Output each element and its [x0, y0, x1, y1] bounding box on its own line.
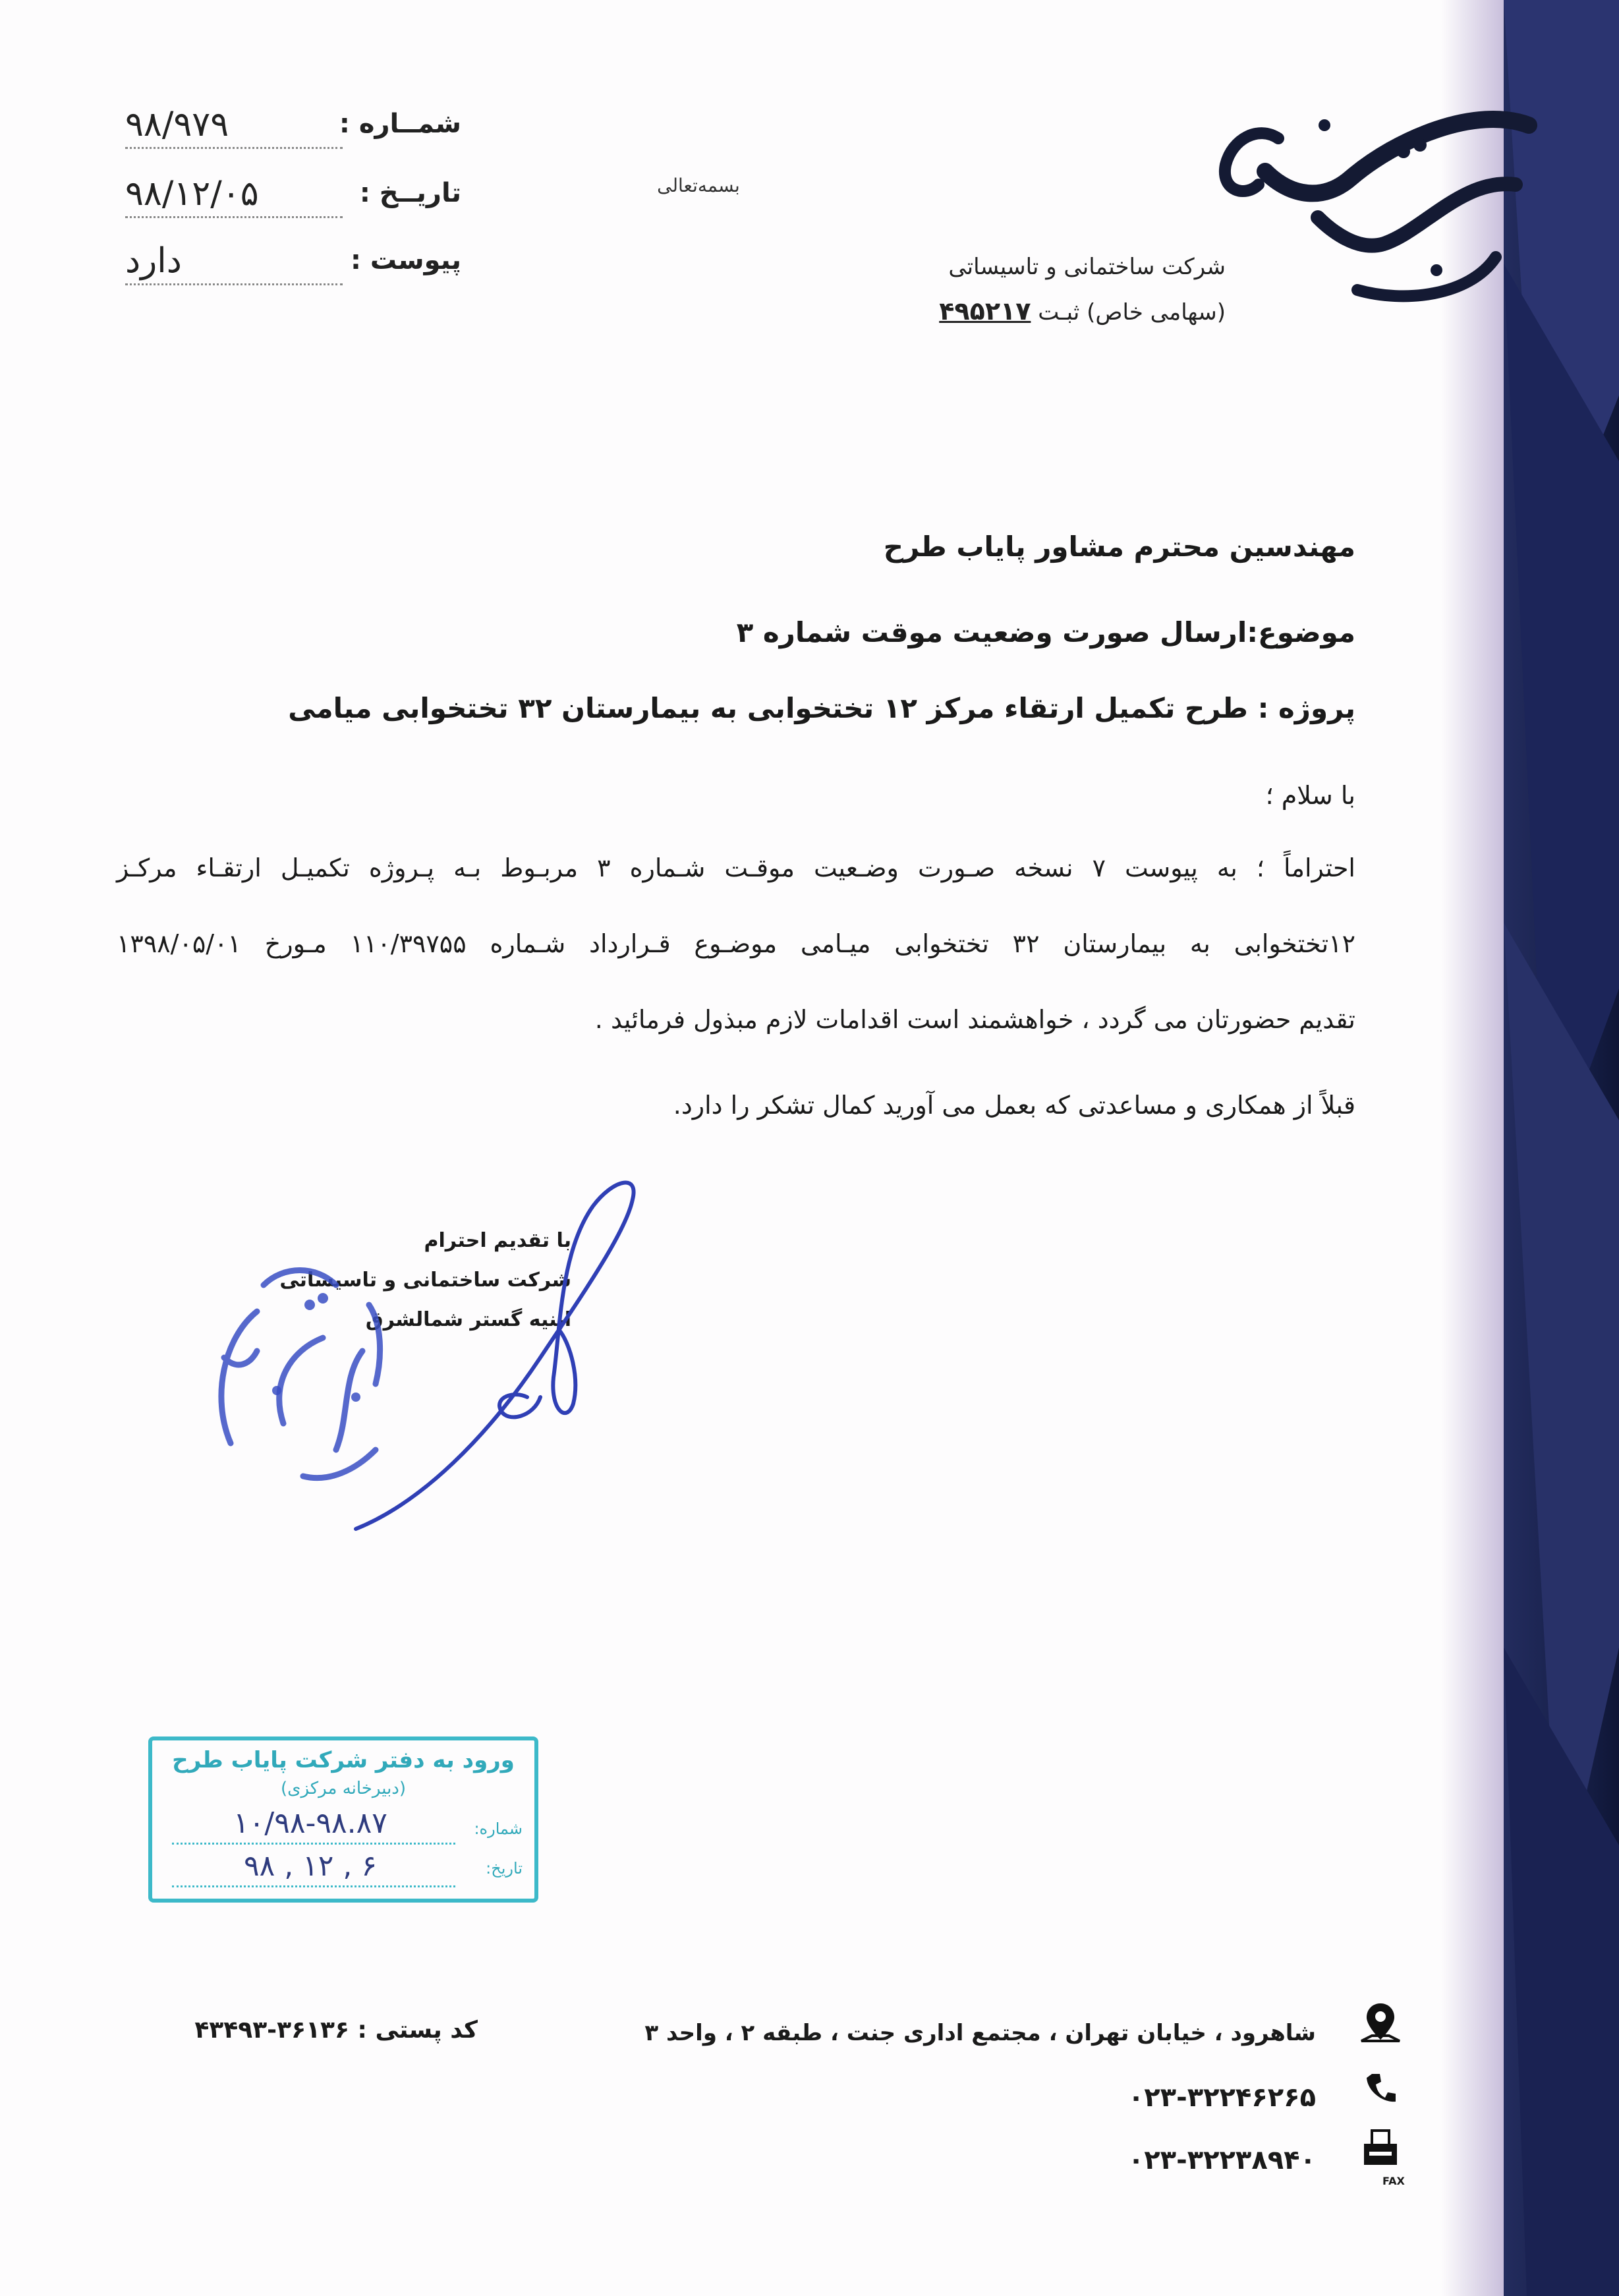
fax-icon-label: FAX — [1382, 2175, 1405, 2187]
date-label: تاریــخ : — [359, 178, 461, 208]
fax-icon — [1357, 2125, 1404, 2171]
bismillah: بسمه‌تعالی — [657, 175, 740, 196]
thanks-line: قبلاً از همکاری و مساعدتی که بعمل می آورید کمال تشکر را دارد. — [673, 1091, 1355, 1120]
recipient: مهندسین محترم مشاور پایاب طرح — [883, 531, 1355, 563]
stamp-date-line — [172, 1885, 455, 1887]
project-line: پروژه : طرح تکمیل ارتقاء مرکز ۱۲ تختخوابی به بیمارستان ۳۲ تختخوابی میامی — [288, 692, 1355, 724]
stamp-title: ورود به دفتر شرکت پایاب طرح — [172, 1747, 515, 1773]
company-name: شرکت ساختمانی و تاسیساتی — [948, 254, 1226, 280]
attachment-row — [125, 241, 461, 298]
stamp-date-label: تاریخ: — [486, 1859, 523, 1878]
phone-icon — [1357, 2066, 1404, 2112]
body-paragraph-line-3: تقدیم حضورتان می گردد ، خواهشمند است اقدامات لازم مبذول فرمائید . — [594, 1005, 1355, 1034]
attachment-value: دارد — [125, 241, 343, 285]
footer-phone: ۰۲۳-۳۲۲۴۶۲۶۵ — [1127, 2082, 1316, 2113]
date-row — [125, 174, 461, 231]
stamp-subtitle: (دبیرخانه مرکزی) — [280, 1779, 407, 1798]
postal-code — [109, 2017, 478, 2044]
closing-company: شرکت ساختمانی و تاسیساتی — [279, 1269, 571, 1292]
company-registration — [830, 297, 1226, 326]
location-icon — [1357, 2000, 1404, 2046]
number-row — [125, 105, 461, 161]
attachment-label: پیوست : — [350, 245, 461, 275]
signature — [343, 1160, 685, 1568]
receipt-stamp — [148, 1736, 538, 1903]
stamp-number-value: ۱۰/۹۸-۹۸.۸۷ — [233, 1806, 387, 1840]
greeting: با سلام ؛ — [1265, 781, 1355, 810]
postal-label: کد پستی : — [357, 2017, 478, 2044]
registration-prefix: (سهامی خاص) ثبـت — [1038, 299, 1226, 326]
number-label: شمــاره : — [339, 109, 461, 139]
closing-regards: با تقدیم احترام — [424, 1229, 571, 1252]
number-value: ۹۸/۹۷۹ — [125, 105, 343, 149]
closing-company-name: ابنیه گستر شمالشرق — [365, 1308, 571, 1331]
stamp-date-value: ۹۸ , ۱۲ , ۶ — [243, 1849, 378, 1883]
date-value: ۹۸/۱۲/۰۵ — [125, 174, 343, 218]
edge-facets — [1448, 0, 1619, 2296]
body-paragraph-line-2: ۱۲تختخوابی به بیمارستان ۳۲ تختخوابی میـامی موضـوع قـرارداد شـماره ۱۱۰/۳۹۷۵۵ مـورخ ۱۳۹۸/۰۵/۰۱ — [117, 929, 1355, 958]
postal-value: ۴۳۴۹۳-۳۶۱۳۶ — [194, 2017, 349, 2044]
subject: موضوع:ارسال صورت وضعیت موقت شماره ۳ — [736, 616, 1355, 648]
body-paragraph-line-1: احتراماً ؛ به پیوست ۷ نسخه صـورت وضـعیت موقـت شـماره ۳ مربـوط بـه پـروژه تکمیـل ارتقـاء مرکـز — [117, 853, 1355, 882]
footer-address: شاهرود ، خیابان تهران ، مجتمع اداری جنت ، طبقه ۲ ، واحد ۳ — [644, 2020, 1316, 2046]
footer-fax: ۰۲۳-۳۲۲۳۸۹۴۰ — [1127, 2145, 1316, 2175]
stamp-number-label: شماره: — [474, 1820, 523, 1838]
stamp-number-line — [172, 1843, 455, 1845]
company-logo — [1186, 99, 1542, 330]
registration-number: ۴۹۵۲۱۷ — [939, 297, 1031, 326]
